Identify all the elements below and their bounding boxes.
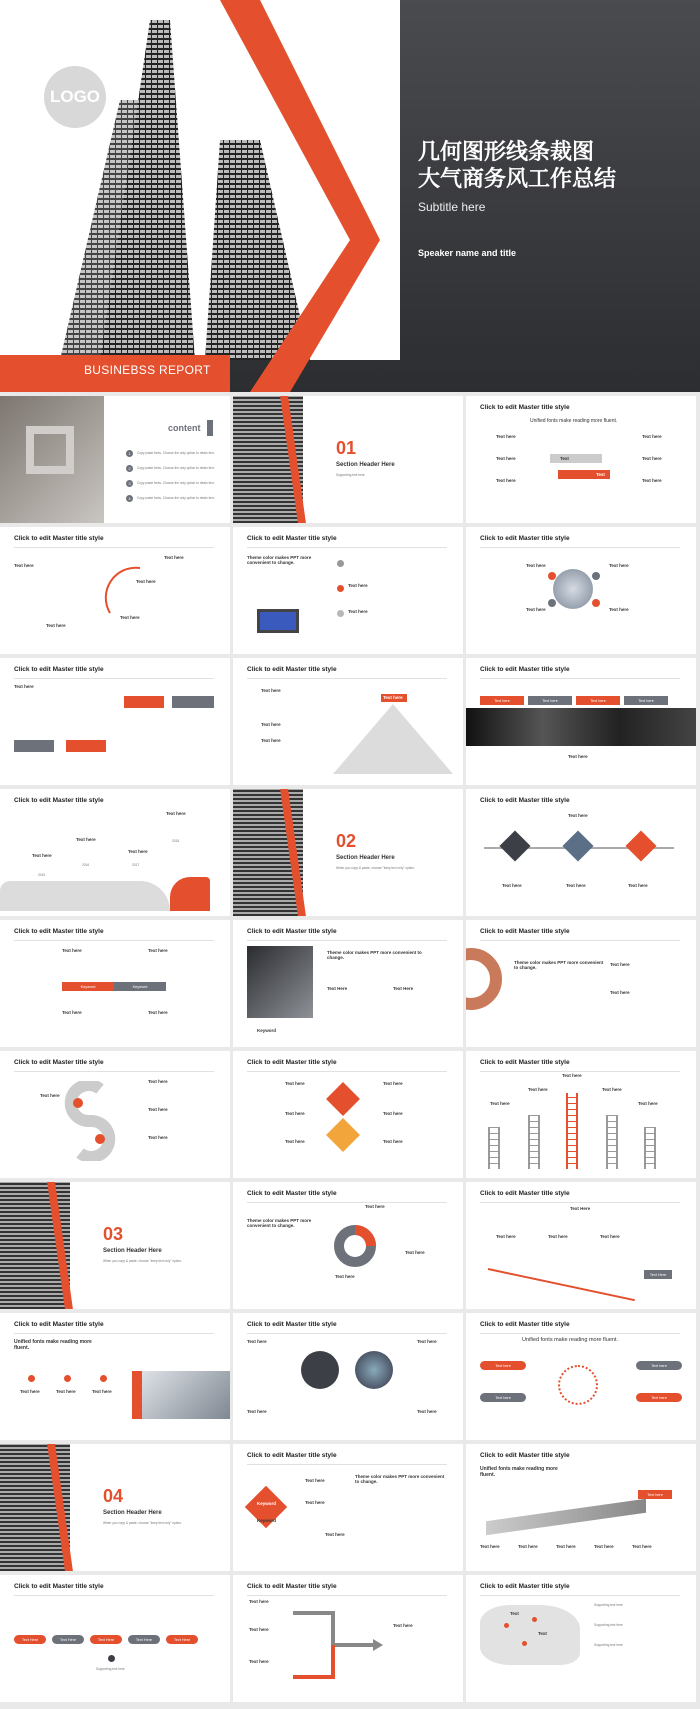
year-2: 2016	[82, 863, 90, 867]
slide-keyword-diamond[interactable]	[233, 1444, 463, 1571]
text-2: Text here	[164, 555, 184, 560]
diamond-b	[326, 1118, 360, 1152]
orange-ribbon	[132, 1371, 142, 1419]
slide-title: Click to edit Master title style	[247, 1059, 337, 1066]
theme-text: Theme color makes PPT more convenient to change.	[247, 555, 312, 565]
title-line	[247, 1595, 447, 1596]
title-line	[480, 1071, 680, 1072]
title-line	[480, 678, 680, 679]
circle-right	[355, 1351, 393, 1389]
slide-title: Click to edit Master title style	[247, 928, 337, 935]
slide-title: Click to edit Master title style	[247, 535, 337, 542]
circle-left	[301, 1351, 339, 1389]
title-line	[247, 547, 447, 548]
text-1: Text here	[62, 948, 82, 953]
slide-section-03[interactable]	[0, 1182, 230, 1309]
pin-3	[522, 1641, 527, 1646]
toc-accent	[207, 420, 213, 436]
diamond-2	[562, 830, 593, 861]
slide-title: Click to edit Master title style	[247, 1583, 337, 1590]
theme-text: Theme color makes PPT more convenient to change.	[327, 950, 422, 960]
title-line	[480, 1202, 680, 1203]
text-4: Text here	[417, 1409, 437, 1414]
section-sub: When you copy & paste, choose "keep text only" option.	[103, 1259, 182, 1263]
text-1: Text here	[14, 563, 34, 568]
s-curve	[60, 1081, 120, 1161]
arrow-gray	[550, 454, 602, 463]
donut-chart	[333, 1224, 377, 1268]
tag-1: Text here	[480, 1361, 526, 1370]
pill-5: Text Here	[166, 1635, 198, 1644]
ring-photo	[466, 948, 502, 1010]
unified-text: Unified fonts make reading more fluent.	[522, 1337, 618, 1343]
block-3	[14, 740, 54, 752]
slide-blocks[interactable]	[0, 658, 230, 785]
city-circle	[553, 569, 593, 609]
step-line	[488, 1268, 635, 1301]
slide-toc[interactable]	[0, 396, 230, 523]
slide-twin-circles[interactable]	[233, 1313, 463, 1440]
section-sub: When you copy & paste, choose "keep text only" option.	[103, 1521, 182, 1525]
text-3: Text here	[325, 1532, 345, 1537]
text-l1: Text here	[496, 434, 516, 439]
map-shape	[0, 881, 170, 911]
text-1: Text here	[14, 684, 34, 689]
stairs-top: Text here	[638, 1490, 672, 1499]
text-r3: Text here	[642, 478, 662, 483]
text-r2: Text here	[642, 456, 662, 461]
toc-item-3: Copy paste fonts. Choose the only option to retain text.	[137, 481, 215, 485]
section-header: Section Header Here	[103, 1248, 162, 1254]
text-3: Text here	[600, 1234, 620, 1239]
num-4	[592, 599, 600, 607]
text-l2: Text here	[496, 456, 516, 461]
tab-2: Text here	[528, 696, 572, 705]
monitor-icon	[257, 609, 299, 633]
slide-dot-cluster[interactable]	[466, 1313, 696, 1440]
mountain-image	[333, 694, 453, 774]
year-1: 2015	[38, 873, 46, 877]
text-r1: Text here	[642, 434, 662, 439]
slide-climb[interactable]	[233, 658, 463, 785]
world-map	[480, 1605, 580, 1665]
text-top: Text here	[562, 1073, 582, 1078]
ladder-2	[528, 1115, 540, 1169]
text-3: Text here	[148, 1107, 168, 1112]
diamond-a	[326, 1082, 360, 1116]
text-1: Text here	[305, 1478, 325, 1483]
text-1: Text here	[526, 563, 546, 568]
text-1: Text here	[480, 1544, 500, 1549]
title-line	[14, 547, 214, 548]
text-2: Text here	[417, 1339, 437, 1344]
arrow-text-1: Text	[560, 456, 569, 461]
cover-slide	[0, 0, 700, 392]
text-2: Text here	[261, 722, 281, 727]
title-line	[247, 678, 447, 679]
text-4: Text here	[383, 1081, 403, 1086]
diamond-1	[499, 830, 530, 861]
building-image	[247, 946, 313, 1018]
toc-num-4: 4	[126, 495, 133, 502]
social-icon-2	[337, 585, 344, 592]
text-1: Text here	[249, 1599, 269, 1604]
text-4: Text here	[148, 1010, 168, 1015]
text-3: Text here	[335, 1274, 355, 1279]
slide-title: Click to edit Master title style	[480, 535, 570, 542]
text-1: Text here	[40, 1093, 60, 1098]
ladder-1	[488, 1127, 500, 1169]
keyword-2: Keyword	[114, 982, 166, 991]
slide-pills-row[interactable]	[0, 1575, 230, 1702]
slide-diamond-grid[interactable]	[233, 1051, 463, 1178]
city-strip	[466, 708, 696, 746]
text-top: Text Here	[570, 1206, 591, 1211]
slide-title: Click to edit Master title style	[480, 1190, 570, 1197]
slide-title: Click to edit Master title style	[14, 797, 104, 804]
slide-world-map[interactable]	[466, 1575, 696, 1702]
logo: LOGO	[44, 66, 106, 128]
section-number: 02	[336, 831, 357, 851]
section-sub: When you copy & paste, choose "keep text only" option.	[336, 866, 415, 870]
section-header: Section Header Here	[336, 462, 395, 468]
text-1: Text here	[496, 1234, 516, 1239]
slide-title: Click to edit Master title style	[247, 666, 337, 673]
text-5: Text here	[632, 1544, 652, 1549]
slide-title: Click to edit Master title style	[480, 1452, 570, 1459]
map-highlight	[170, 877, 210, 911]
text-4: Text here	[46, 623, 66, 628]
pill-3: Text Here	[90, 1635, 122, 1644]
slide-title: Click to edit Master title style	[480, 404, 570, 411]
title-line	[480, 1333, 680, 1334]
section-sub: Supporting text here	[336, 473, 365, 477]
num-1	[548, 572, 556, 580]
unified-text: Unified fonts make reading more fluent.	[530, 418, 618, 424]
text-1: Text here	[247, 1339, 267, 1344]
cover-subtitle: Subtitle here	[418, 200, 486, 214]
slide-circle-process[interactable]	[466, 527, 696, 654]
slide-title: Click to edit Master title style	[247, 1321, 337, 1328]
text-2: Text here	[76, 837, 96, 842]
down-icon	[108, 1655, 115, 1662]
slide-title: Click to edit Master title style	[480, 666, 570, 673]
slide-title: Click to edit Master title style	[14, 535, 104, 542]
text-1: Text Here	[327, 986, 348, 991]
ladder-4	[606, 1115, 618, 1169]
flag-text: Text here	[383, 695, 403, 700]
slide-people[interactable]	[0, 527, 230, 654]
theme-text: Theme color makes PPT more convenient to change.	[355, 1474, 445, 1484]
text-1: Text here	[490, 1101, 510, 1106]
text-3: Text here	[92, 1389, 112, 1394]
slide-title: Click to edit Master title style	[14, 666, 104, 673]
text-1: Text here	[610, 962, 630, 967]
text-2: Text here	[305, 1500, 325, 1505]
note-3: Supporting text here	[594, 1643, 623, 1647]
note-1: Supporting text here	[594, 1603, 623, 1607]
year-3: 2017	[132, 863, 140, 867]
note-2: Supporting text here	[594, 1623, 623, 1627]
tag-4: Text here	[636, 1393, 682, 1402]
slide-donut[interactable]	[233, 1182, 463, 1309]
theme-text: Theme color makes PPT more convenient to change.	[247, 1218, 312, 1228]
text-1: Text here	[348, 583, 368, 588]
text-5: Text here	[120, 615, 140, 620]
title-line	[14, 1071, 214, 1072]
cover-speaker: Speaker name and title	[418, 248, 517, 258]
social-icon-3	[337, 610, 344, 617]
slide-stairs[interactable]	[466, 1444, 696, 1571]
stairs	[486, 1499, 646, 1535]
building-photo	[140, 1371, 230, 1419]
keyword-label: Keyword	[257, 1028, 277, 1033]
tag-2: Text here	[480, 1393, 526, 1402]
strip-text: Text here	[568, 754, 588, 759]
bottom-note: Supporting text here	[96, 1667, 125, 1671]
pin-2	[532, 1617, 537, 1622]
toc-item-1: Copy paste fonts. Choose the only option to retain text.	[137, 451, 215, 455]
text-3: Text here	[556, 1544, 576, 1549]
text-1: Text here	[32, 853, 52, 858]
slide-title: Click to edit Master title style	[14, 1583, 104, 1590]
year-4: 2018	[172, 839, 180, 843]
text-3: Text here	[249, 1659, 269, 1664]
slide-title: Click to edit Master title style	[14, 1059, 104, 1066]
cover-title: 几何图形线条裁图 大气商务风工作总结	[418, 139, 617, 191]
icon-3	[100, 1375, 107, 1382]
pill-4: Text Here	[128, 1635, 160, 1644]
unified-text: Unified fonts make reading more fluent.	[14, 1339, 92, 1351]
slide-ring-photo[interactable]	[466, 920, 696, 1047]
theme-text: Theme color makes PPT more convenient to change.	[514, 960, 604, 970]
icon-2	[64, 1375, 71, 1382]
text-2: Text here	[566, 883, 586, 888]
text-1: Text here	[20, 1389, 40, 1394]
toc-item-2: Copy paste fonts. Choose the only option to retain text.	[137, 466, 215, 470]
block-2	[172, 696, 214, 708]
text-3: Text here	[62, 1010, 82, 1015]
title-line	[14, 1595, 214, 1596]
tab-1: Text here	[480, 696, 524, 705]
people-arc	[90, 563, 150, 623]
toc-num-3: 3	[126, 480, 133, 487]
diamond-3	[625, 830, 656, 861]
text-2: Text Here	[393, 986, 414, 991]
arrow-text-2: Text	[596, 472, 605, 477]
section-number: 01	[336, 438, 357, 458]
block-4	[66, 740, 106, 752]
text-2: Text here	[148, 948, 168, 953]
toc-item-4: Copy paste fonts. Choose the only option to retain text.	[137, 496, 215, 500]
text-4: Text here	[148, 1135, 168, 1140]
slide-title: Click to edit Master title style	[480, 1321, 570, 1328]
slide-image-row[interactable]	[466, 658, 696, 785]
text-2: Text here	[56, 1389, 76, 1394]
tag-3: Text here	[636, 1361, 682, 1370]
slide-section-02[interactable]	[233, 789, 463, 916]
social-icon-1	[337, 560, 344, 567]
text-2: Text here	[285, 1111, 305, 1116]
text-1: Text	[510, 1611, 519, 1616]
text-3: Text here	[602, 1087, 622, 1092]
text-6: Text here	[383, 1139, 403, 1144]
text-4: Text here	[393, 1623, 413, 1628]
slide-section-01[interactable]	[233, 396, 463, 523]
tab-3: Text here	[576, 696, 620, 705]
text-3: Text here	[261, 738, 281, 743]
text-3: Text here	[128, 849, 148, 854]
slide-title: Click to edit Master title style	[480, 797, 570, 804]
slide-photo-side[interactable]	[0, 1313, 230, 1440]
text-2: Text here	[528, 1087, 548, 1092]
section-header: Section Header Here	[103, 1510, 162, 1516]
text-3: Text here	[136, 579, 156, 584]
ladder-3	[566, 1093, 578, 1169]
text-1: Text here	[502, 883, 522, 888]
tab-4: Text here	[624, 696, 668, 705]
text-2: Text here	[548, 1234, 568, 1239]
slide-social[interactable]	[233, 527, 463, 654]
slide-map-years[interactable]	[0, 789, 230, 916]
slide-title: Click to edit Master title style	[480, 1059, 570, 1066]
toc-num-2: 2	[126, 465, 133, 472]
text-1: Text here	[285, 1081, 305, 1086]
slide-title: Click to edit Master title style	[480, 928, 570, 935]
text-2: Text here	[348, 609, 368, 614]
slide-diamonds[interactable]	[466, 789, 696, 916]
text-4: Text here	[609, 607, 629, 612]
title-line	[480, 547, 680, 548]
text-2: Text here	[609, 563, 629, 568]
text-2: Text here	[249, 1627, 269, 1632]
text-4: Text here	[594, 1544, 614, 1549]
title-line	[247, 1333, 447, 1334]
dot-ring	[558, 1365, 598, 1405]
slide-title: Click to edit Master title style	[14, 1321, 104, 1328]
unified-text: Unified fonts make reading more fluent.	[480, 1466, 558, 1478]
cover-orange-frame	[220, 0, 400, 392]
slide-title: Click to edit Master title style	[247, 1452, 337, 1459]
title-line	[247, 1202, 447, 1203]
title-line	[247, 1071, 447, 1072]
slide-pipes[interactable]	[233, 1575, 463, 1702]
section-number: 03	[103, 1224, 124, 1244]
section-number: 04	[103, 1486, 124, 1506]
text-2: Text here	[405, 1250, 425, 1255]
title-line	[247, 940, 447, 941]
slide-s-curve[interactable]	[0, 1051, 230, 1178]
slide-building-keyword[interactable]	[233, 920, 463, 1047]
title-line	[14, 940, 214, 941]
text-3: Text here	[526, 607, 546, 612]
keyword-1: Keyword	[62, 982, 114, 991]
num-3	[548, 599, 556, 607]
kw-1: Keyword	[257, 1501, 277, 1506]
pill-2: Text Here	[52, 1635, 84, 1644]
text-4: Text here	[638, 1101, 658, 1106]
text-1: Text here	[365, 1204, 385, 1209]
slide-steps[interactable]	[466, 1182, 696, 1309]
title-line	[480, 940, 680, 941]
icon-1	[28, 1375, 35, 1382]
slide-section-04[interactable]	[0, 1444, 230, 1571]
slide-arrows[interactable]	[466, 396, 696, 523]
top-text: Text here	[568, 813, 588, 818]
section-header: Section Header Here	[336, 855, 395, 861]
title-line	[247, 1464, 447, 1465]
text-2: Text here	[148, 1079, 168, 1084]
text-2: Text here	[610, 990, 630, 995]
text-1: Text here	[261, 688, 281, 693]
toc-num-1: 1	[126, 450, 133, 457]
slide-ladders[interactable]	[466, 1051, 696, 1178]
title-line	[480, 1595, 680, 1596]
num-2	[592, 572, 600, 580]
text-3: Text here	[285, 1139, 305, 1144]
cover-report: BUSINEBSS REPORT	[84, 363, 211, 377]
text-4: Text here	[166, 811, 186, 816]
pipe-arrow	[293, 1605, 383, 1685]
end-arrow: Text Here	[644, 1270, 672, 1279]
slide-keyword-bar[interactable]	[0, 920, 230, 1047]
toc-frame	[26, 426, 74, 474]
text-3: Text here	[247, 1409, 267, 1414]
text-l3: Text here	[496, 478, 516, 483]
title-line	[14, 1333, 214, 1334]
slide-title: Click to edit Master title style	[14, 928, 104, 935]
text-2: Text	[538, 1631, 547, 1636]
toc-heading: content	[168, 423, 201, 433]
title-line	[14, 678, 214, 679]
text-5: Text here	[383, 1111, 403, 1116]
slide-title: Click to edit Master title style	[480, 1583, 570, 1590]
block-1	[124, 696, 164, 708]
text-2: Text here	[518, 1544, 538, 1549]
pill-1: Text Here	[14, 1635, 46, 1644]
slide-title: Click to edit Master title style	[247, 1190, 337, 1197]
pin-1	[504, 1623, 509, 1628]
kw-2: Keyword	[257, 1518, 277, 1523]
text-3: Text here	[628, 883, 648, 888]
ladder-5	[644, 1127, 656, 1169]
